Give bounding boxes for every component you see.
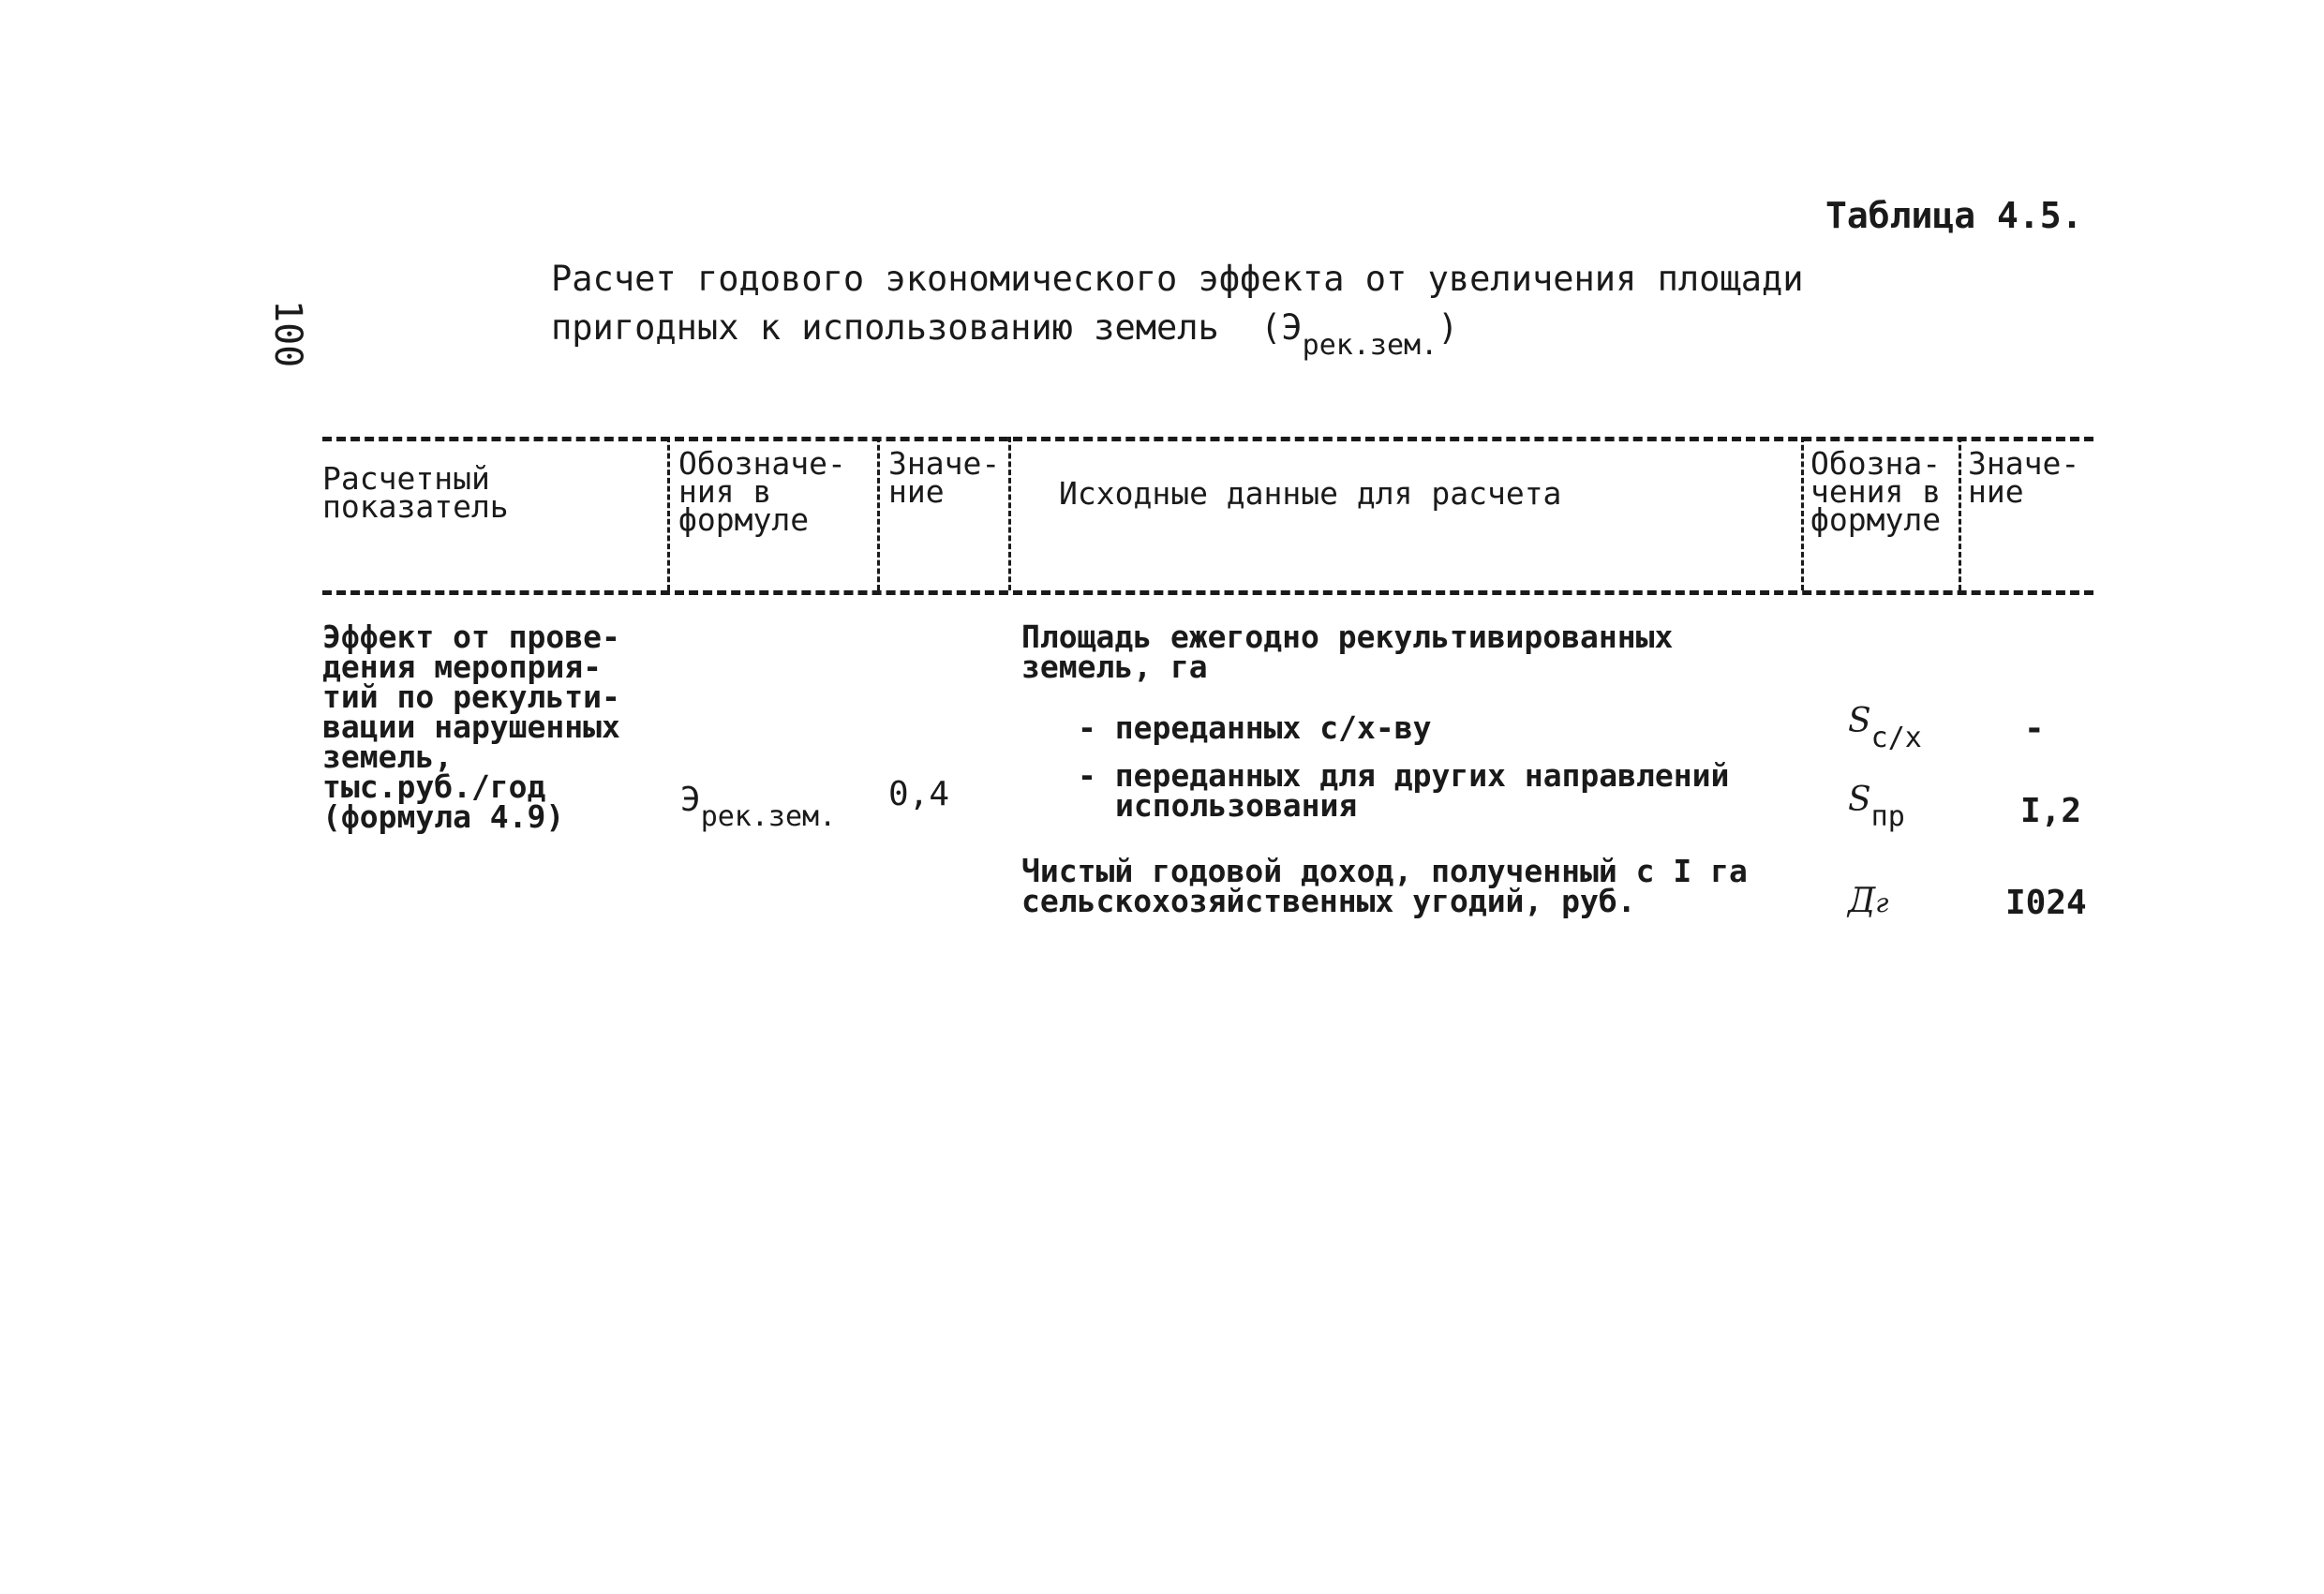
header-col-sep-2	[877, 437, 880, 590]
row-indicator: Эффект от прове- дения мероприя- тий по рекульти- вации нарушенных земель, тыс.руб./год (формула 4.9)	[322, 618, 620, 835]
table-label: Таблица 4.5.	[1825, 195, 2083, 236]
header-designation: Обозначе- ния в формуле	[678, 445, 846, 538]
table-title-line2	[551, 307, 1459, 362]
header-indicator: Расчетный показатель	[322, 460, 509, 525]
header-designation-2: Обозна- чения в формуле	[1810, 445, 1942, 538]
header-top-rule	[322, 437, 2093, 441]
header-value: Значе- ние	[888, 445, 1001, 510]
header-col-sep-1	[667, 437, 670, 590]
row-designation: $Э_{рек.зем.}$	[680, 781, 837, 833]
source-item-2-value: -	[2024, 709, 2045, 748]
source-item-2-symbol: $S_{с/х}$	[1848, 702, 1922, 754]
row-value: 0,4	[888, 775, 950, 813]
source-item-2: - переданных с/х-ву	[1078, 709, 1432, 746]
source-item-3: - переданных для других направлений использования	[1078, 757, 1730, 824]
title-symbol: $(Э_{рек.зем.})$	[1260, 307, 1459, 362]
source-item-4-value: I024	[2005, 884, 2087, 922]
source-item-4: Чистый годовой доход, полученный с I га сельскохозяйственных угодий, руб.	[1021, 853, 1748, 919]
header-bottom-rule	[322, 590, 2093, 595]
source-item-3-value: I,2	[2020, 792, 2082, 830]
title-text: пригодных к использованию земель	[551, 307, 1219, 348]
header-col-sep-4	[1801, 437, 1804, 590]
table-title-line1: Расчет годового экономического эффекта от увеличения площади	[551, 259, 1804, 299]
source-item-3-symbol: $S_{пр}$	[1848, 781, 1905, 833]
source-item-4-symbol: Дг	[1848, 882, 1889, 920]
source-item-1: Площадь ежегодно рекультивированных земель, га	[1021, 618, 1674, 685]
header-col-sep-5	[1959, 437, 1961, 590]
page-number: 100	[266, 300, 309, 368]
header-value-2: Значе- ние	[1968, 445, 2080, 510]
header-col-sep-3	[1008, 437, 1011, 590]
header-source-data: Исходные данные для расчета	[1059, 475, 1562, 512]
